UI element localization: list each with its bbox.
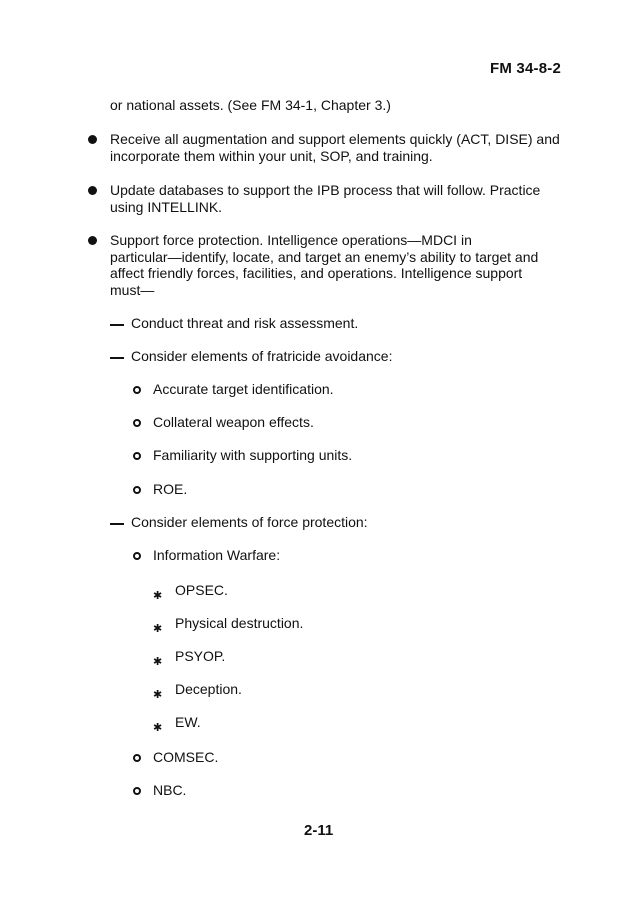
iw-item: Physical destruction. — [175, 615, 304, 631]
iw-item: OPSEC. — [175, 582, 228, 598]
asterisk-bullet-icon: ✱ — [153, 689, 163, 701]
dash-item-force-protection: Consider elements of force protection: — [131, 514, 368, 530]
document-id-header: FM 34-8-2 — [490, 60, 561, 77]
bullet-paragraph-augmentation — [110, 131, 590, 164]
iw-item: Deception. — [175, 681, 242, 697]
circle-bullet-icon — [133, 386, 141, 394]
bullet-icon — [88, 236, 97, 245]
bullet-icon — [88, 135, 97, 144]
dash-icon — [110, 324, 124, 326]
force-protection-item: Information Warfare: — [153, 547, 281, 563]
asterisk-bullet-icon: ✱ — [153, 590, 163, 602]
continuation-text: or national assets. (See FM 34-1, Chapter 3.) — [110, 97, 391, 113]
bullet-line: must— — [110, 281, 155, 298]
force-protection-item: COMSEC. — [153, 749, 219, 765]
dash-icon — [110, 357, 124, 359]
bullet-line: Update databases to support the IPB process that will follow. Practice — [110, 182, 541, 198]
bullet-line: Support force protection. Intelligence operations—MDCI in — [110, 232, 472, 248]
dash-item-threat-assessment: Conduct threat and risk assessment. — [131, 315, 359, 331]
circle-bullet-icon — [133, 552, 141, 560]
asterisk-bullet-icon: ✱ — [153, 656, 163, 668]
circle-bullet-icon — [133, 754, 141, 762]
bullet-line: affect friendly forces, facilities, and operations. Intelligence support — [110, 265, 523, 281]
asterisk-bullet-icon: ✱ — [153, 722, 163, 734]
iw-item: PSYOP. — [175, 648, 226, 664]
page-number: 2-11 — [304, 822, 334, 839]
bullet-line: particular—identify, locate, and target an enemy’s ability to target and — [110, 248, 539, 265]
asterisk-bullet-icon: ✱ — [153, 623, 163, 635]
bullet-paragraph-force-protection — [110, 232, 590, 298]
bullet-line: using INTELLINK. — [110, 198, 223, 215]
fratricide-item: ROE. — [153, 481, 188, 497]
iw-item: EW. — [175, 714, 201, 730]
bullet-icon — [88, 186, 97, 195]
circle-bullet-icon — [133, 486, 141, 494]
bullet-paragraph-databases — [110, 182, 590, 215]
fratricide-item: Accurate target identification. — [153, 381, 334, 397]
dash-icon — [110, 523, 124, 525]
fratricide-item: Collateral weapon effects. — [153, 414, 314, 430]
force-protection-item: NBC. — [153, 782, 187, 798]
circle-bullet-icon — [133, 419, 141, 427]
circle-bullet-icon — [133, 452, 141, 460]
bullet-line: Receive all augmentation and support elements quickly (ACT, DISE) and — [110, 131, 560, 147]
bullet-line: incorporate them within your unit, SOP, and training. — [110, 147, 433, 164]
circle-bullet-icon — [133, 787, 141, 795]
dash-item-fratricide: Consider elements of fratricide avoidance: — [131, 348, 393, 364]
fratricide-item: Familiarity with supporting units. — [153, 447, 353, 463]
